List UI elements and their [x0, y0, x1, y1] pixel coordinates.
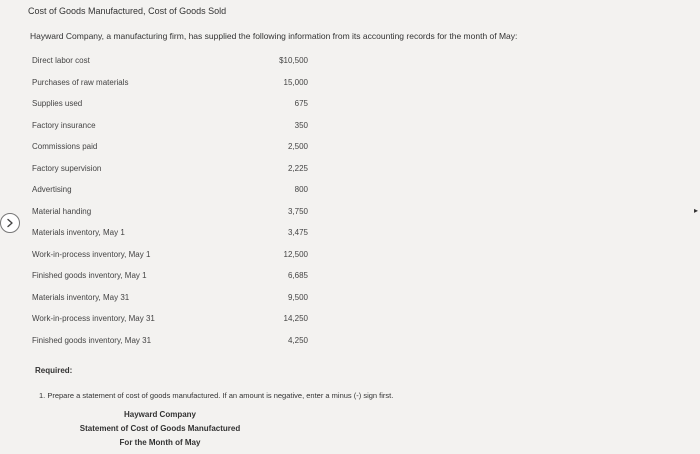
table-row	[30, 246, 312, 268]
row-value: 800	[294, 185, 308, 194]
row-value: 3,475	[287, 228, 308, 237]
table-row	[30, 267, 312, 289]
row-label: Direct labor cost	[32, 56, 90, 65]
row-label: Work-in-process inventory, May 31	[32, 314, 155, 323]
row-label: Materials inventory, May 31	[32, 292, 130, 302]
row-value: $10,500	[279, 56, 308, 65]
page-title: Cost of Goods Manufactured, Cost of Goods Sold	[28, 6, 227, 16]
data-table	[30, 52, 312, 353]
table-row	[30, 181, 312, 203]
row-label: Work-in-process inventory, May 1	[32, 249, 151, 259]
row-value: 675	[294, 99, 308, 108]
table-row	[30, 52, 312, 74]
row-label: Advertising	[32, 185, 72, 194]
expand-button[interactable]	[0, 213, 20, 233]
edge-marker-icon: ▸	[693, 206, 698, 215]
row-value: 350	[294, 120, 308, 130]
table-row	[30, 289, 312, 311]
row-label: Materials inventory, May 1	[32, 228, 125, 237]
table-row	[30, 160, 312, 182]
row-label: Material handing	[32, 206, 92, 216]
row-value: 3,750	[287, 206, 308, 216]
row-label: Commissions paid	[32, 142, 98, 151]
question-text: 1. Prepare a statement of cost of goods manufactured. If an amount is negative, enter a minus (-) sign first.	[39, 391, 394, 400]
row-label: Supplies used	[32, 99, 83, 108]
row-label: Factory insurance	[32, 120, 96, 130]
statement-period: For the Month of May	[119, 438, 201, 447]
row-value: 14,250	[283, 314, 308, 323]
row-label: Finished goods inventory, May 1	[32, 271, 147, 280]
table-row	[30, 310, 312, 332]
row-label: Purchases of raw materials	[32, 77, 129, 87]
table-row	[30, 74, 312, 96]
table-row	[30, 224, 312, 246]
row-value: 2,225	[287, 163, 308, 173]
row-label: Finished goods inventory, May 31	[32, 335, 152, 345]
table-row	[30, 95, 312, 117]
table-row	[30, 138, 312, 160]
row-value: 12,500	[283, 249, 308, 259]
table-row	[30, 332, 312, 354]
row-label: Factory supervision	[32, 163, 102, 173]
required-label: Required:	[35, 366, 73, 375]
row-value: 2,500	[287, 142, 308, 151]
row-value: 9,500	[287, 292, 308, 302]
statement-company: Hayward Company	[123, 410, 197, 419]
row-value: 4,250	[287, 335, 308, 345]
chevron-right-icon	[5, 218, 15, 228]
table-row	[30, 117, 312, 139]
row-value: 6,685	[287, 271, 308, 280]
row-value: 15,000	[283, 77, 308, 87]
problem-intro: Hayward Company, a manufacturing firm, has supplied the following information from its accounting records for the month of May:	[30, 31, 518, 41]
statement-title: Statement of Cost of Goods Manufactured	[79, 424, 241, 433]
table-row	[30, 203, 312, 225]
